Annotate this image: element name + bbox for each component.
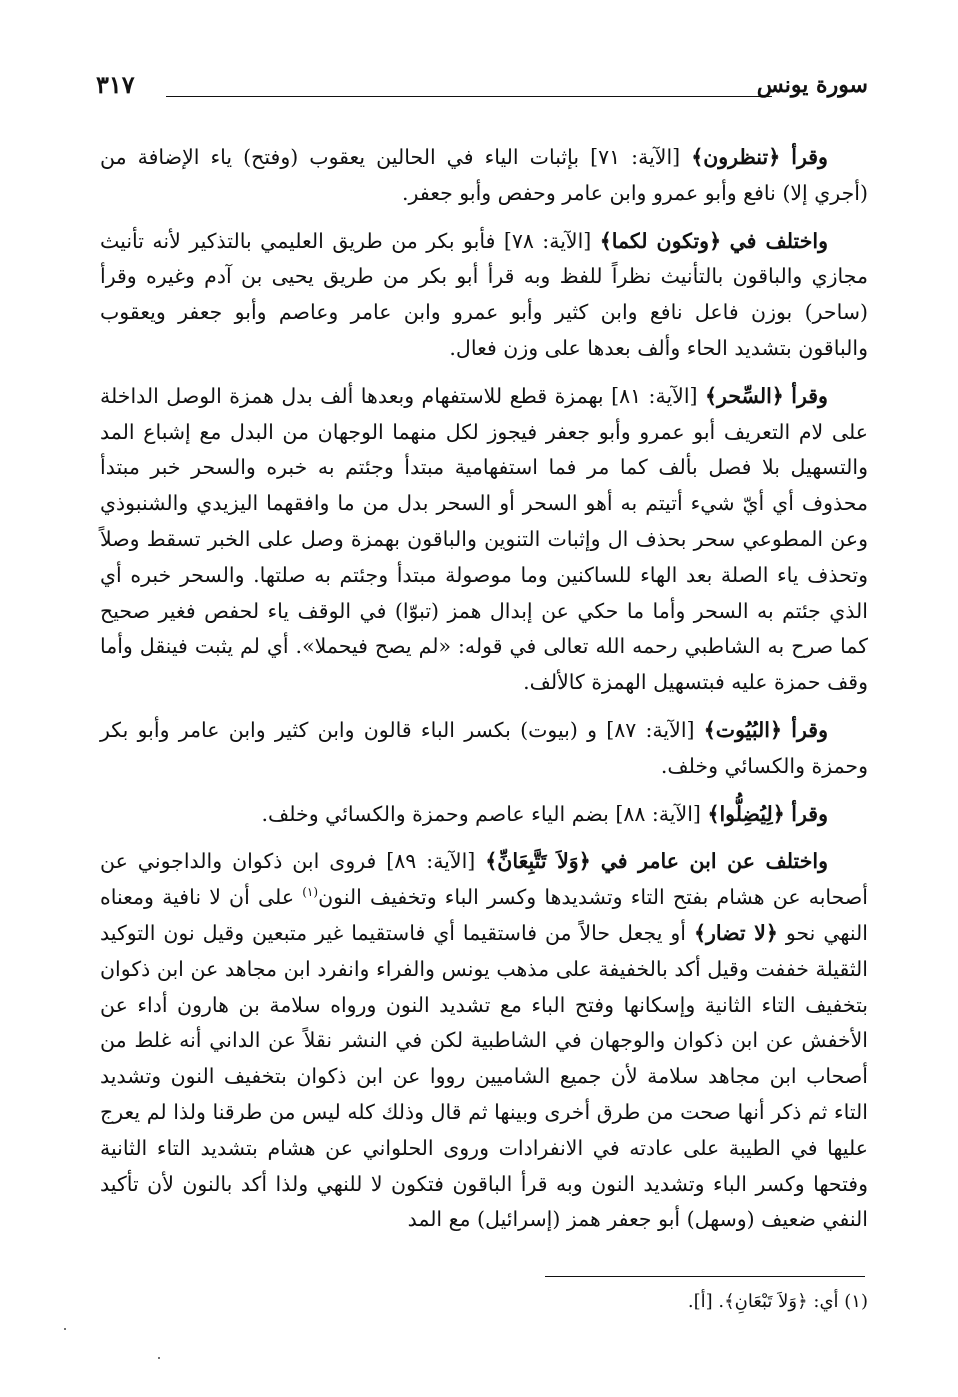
- paragraph-wa-la-tattabianni: [100, 844, 868, 1238]
- quran-word: ﴿لا تضار﴾: [693, 920, 778, 945]
- footnote-separator: [545, 1276, 865, 1277]
- paragraph-tanzurun: [100, 140, 868, 212]
- paragraph-lead: واختلف في: [729, 228, 828, 253]
- paragraph-text: [الآية: ٨٧] و (بيوت) بكسر الباء قالون وابن كثير وابن عامر وأبو بكر وحمزة والكسائي وخلف.: [100, 717, 868, 778]
- footnote: (١) أي: ﴿وَلاَ تَبْعَانِ﴾. [أ].: [687, 1291, 868, 1312]
- quran-word: ﴿البُيُوت﴾: [703, 717, 783, 742]
- paragraph-lead: وقرأ: [791, 383, 828, 408]
- paragraph-lead: وقرأ: [791, 717, 828, 742]
- scan-speck: [64, 1328, 66, 1330]
- quran-word: ﴿وتكون لكما﴾: [599, 228, 722, 253]
- paragraph-lead: واختلف عن ابن عامر في: [600, 849, 828, 874]
- paragraph-text: [الآية: ٨١] بهمزة قطع للاستفهام وبعدها ألف بدل همزة الوصل الداخلة على لام التعريف أبو عمرو وأبو جعفر فيجوز لكل منهما الوجهان من البدل مع إشباع المد والتسهيل بلا فصل بألف كما مر فما استفهامية مبتدأ وجئتم به خبره والسحر خبر مبتدأ محذوف أي أيّ شيء أتيتم به أهو السحر أو السحر بدل من ما وافقهما اليزيدي والشنبوذي وعن المطوعي سحر بحذف ال وإثبات التنوين والباقون بهمزة وصل على الخبر تسقط وصلاً وتحذف ياء الصلة بعد الهاء للساكنين وما موصولة مبتدأ وجئتم به صلتها. والسحر خبره أي الذي جئتم به السحر وأما ما حكي عن إبدال همز (تبوّا) في الوقف ياء لحفص فغير صحيح كما صرح به الشاطبي رحمه الله تعالى في قوله: «لم يصح فيحملا». أي لم يثبت فينقل وأما وقف حمزة عليه فبتسهيل الهمزة كالألف.: [100, 383, 868, 695]
- paragraph-text: [الآية: ٧٨] فأبو بكر من طريق العليمي بالتذكير لأنه تأنيث مجازي والباقون بالتأنيث نظراً للفظ وبه قرأ أبو بكر من طريق يحيى بن آدم وغيره وقرأ (ساحر) بوزن فاعل نافع وابن كثير وأبو عمرو وابن عامر وعاصم وأبو جعفر ويعقوب والباقون بتشديد الحاء وألف بعدها على وزن فعال.: [100, 228, 868, 360]
- page-number: ٣١٧: [96, 70, 135, 99]
- running-header: [96, 72, 868, 106]
- footnote-reference[interactable]: (١): [302, 885, 319, 900]
- scan-speck: [158, 1357, 160, 1359]
- paragraph-lead: وقرأ: [791, 145, 828, 169]
- paragraph-text: على أن لا نافية ومعناه النهي نحو: [100, 885, 868, 945]
- paragraph-al-buyut: [100, 713, 868, 785]
- paragraph-text: أو يجعل حالاً من فاستقيما أي فاستقيما غير متبعين وقيل نون التوكيد الثقيلة خففت وقيل أكد بالخفيفة على مذهب يونس والفراء وانفرد ابن مجاهد عن ابن ذكوان بتخفيف التاء الثانية وإسكانها وفتح الباء مع تشديد النون ورواه سلامة بن هارون أداء عن الأخفش عن ابن ذكوان والوجهان في الشاطبية لكن في النشر نقلاً عن الداني أنه غلط من أصحاب ابن مجاهد سلامة لأن جميع الشاميين رووا عن ابن ذكوان بتخفيف النون وتشديد التاء ثم ذكر أنها صحت من طرق أخرى وبينها ثم قال وذلك كله ليس من طرقنا ولذا لم يعرج عليها في الطيبة على عادته في الانفرادات وروى الحلواني عن هشام بتشديد التاء الثانية وفتحها وكسر الباء وتشديد النون وبه قرأ الباقون فتكون لا للنهي ولذا أكد بالنون لأن تأكيد النفي ضعيف (وسهل) أبو جعفر همز (إسرائيل) مع المد: [100, 920, 868, 1232]
- paragraph-text: [الآية: ٧١] بإثبات الياء في الحالين يعقوب (وفتح) ياء الإضافة من (أجري إلا) نافع وأبو عمرو وابن عامر وحفص وأبو جعفر.: [100, 145, 868, 205]
- quran-word: ﴿تنظرون﴾: [691, 145, 781, 169]
- paragraph-li-yudillu: [100, 797, 868, 833]
- quran-word: ﴿لِيُضِلُّوا﴾: [707, 801, 785, 826]
- surah-title: سورة يونس: [756, 72, 868, 98]
- quran-word: ﴿وَلاَ تَتَّبِعَانِّ﴾: [485, 849, 591, 874]
- paragraph-text: [الآية: ٨٩] فروى ابن ذكوان والداجوني عن أصحابه عن هشام بفتح التاء وتشديدها وكسر الباء وتخفيف النون: [100, 849, 868, 910]
- paragraph-lead: وقرأ: [791, 801, 828, 826]
- header-rule: [166, 96, 772, 97]
- main-text: [100, 140, 868, 1250]
- paragraph-wa-takuna: [100, 224, 868, 367]
- quran-word: ﴿السِّحر﴾: [705, 383, 784, 408]
- paragraph-as-sihr: [100, 379, 868, 701]
- paragraph-text: [الآية: ٨٨] بضم الياء عاصم وحمزة والكسائي وخلف.: [261, 801, 701, 826]
